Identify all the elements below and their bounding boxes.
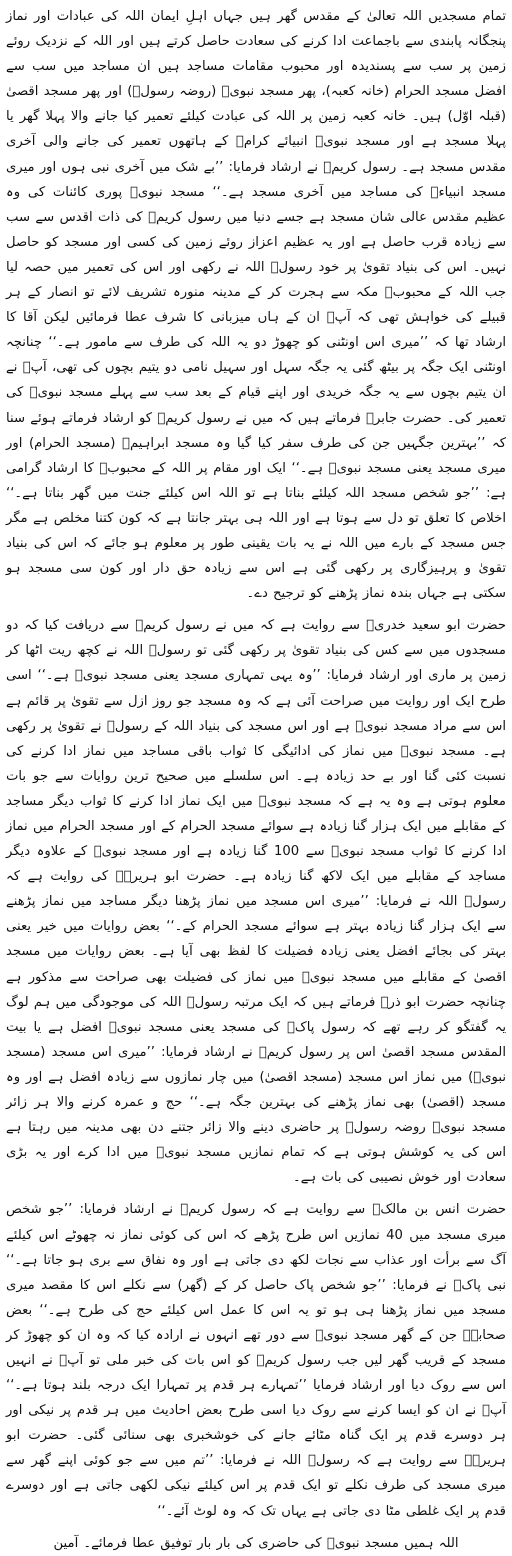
closing-supplication: اللہ ہمیں مسجد نبویؐ کی حاضری کی بار بار توفیق عطا فرمائے۔ آمین bbox=[53, 1535, 459, 1551]
paragraph-1-masjid-nabawi-virtues: تمام مسجدیں اللہ تعالیٰ کے مقدس گھر ہیں جہاں اہلِ ایمان اللہ کی عبادات اور نماز پنجگانہ پابندی سے باجماعت ادا کرنے کی سعادت حاصل کرتے ہیں اور اللہ کے نزدیک روئے زمین پر سب سے پسندیدہ اور محبوب مقامات مساجد ہیں ان مساجد میں سب سے افضل مسجد الحرام (خانہ کعبہ)، پھر مسجد نبویؐ (روضہ رسولؐ) اور پھر مسجد اقصیٰ (قبلہ اوّل) ہیں۔ خانہ کعبہ زمین پر اللہ کی عبادت کیلئے تعمیر کیا جانے والا پہلا گھر یا پہلا مسجد ہے اور مسجد نبویؐ انبیائے کرامؑ کے ہاتھوں تعمیر کی جانے والی آخری مقدس مسجد ہے۔ رسول کریمؐ نے ارشاد فرمایا: ’’بے شک میں آخری نبی ہوں اور میری مسجد انبیاءؑ کی مساجد میں آخری مسجد ہے۔‘‘ مسجد نبویؐ پوری کائنات کی وہ عظیم مقدس عالی شان مسجد ہے جسے دنیا میں رسول کریمؐ کی ذات اقدس سے سب سے زیادہ قرب حاصل ہے اور یہ عظیم اعزاز روئے زمین کی کسی اور مسجد کو حاصل نہیں۔ اس کی بنیاد تقویٰ پر خود رسولؐ اللہ نے رکھی اور اس کی تعمیر میں حصہ لیا جب اللہ کے محبوبؐ مکہ سے ہجرت کر کے مدینہ منورہ تشریف لائے تو انصار کے ہر قبیلے کی خواہش تھی کہ آپؐ ان کے ہاں میزبانی کا شرف عطا فرمائیں لیکن آقا کا ارشاد تھا کہ ’’میری اس اونٹنی کو چھوڑ دو یہ اللہ کی طرف سے مامور ہے۔‘‘ چنانچہ اونٹنی ایک جگہ پر بیٹھ گئی یہ جگہ سہل اور سہیل نامی دو یتیم بچوں کی تھی، آپؐ نے ان یتیم بچوں سے یہ جگہ خریدی اور اپنے قیام کے بعد سب سے پہلے مسجد نبویؐ کی تعمیر کی۔ حضرت جابرؓ فرماتے ہیں کہ میں نے رسول کریمؐ کو ارشاد فرماتے ہوئے سنا کہ ’’بہترین جگہیں جن کی طرف سفر کیا گیا وہ مسجد ابراہیمؑ (مسجد الحرام) اور میری مسجد یعنی مسجد نبویؐ ہے۔‘‘ ایک اور مقام پر اللہ کے محبوبؐ کا ارشاد گرامی ہے: ’’جو شخص مسجد اللہ کیلئے بناتا ہے تو اللہ اس کیلئے جنت میں گھر بناتا ہے۔‘‘ اخلاص کا تعلق تو دل سے ہوتا ہے اور اللہ ہی بہتر جانتا ہے کہ کون کتنا مخلص ہے مگر جس مسجد کے بارے میں اللہ نے یہ بات یقینی طور پر معلوم ہو جائے کہ اس کی بنیاد تقویٰ و پرہیزگاری پر رکھی گئی ہے اس سے زیادہ حق دار اور کون سی مسجد ہو سکتی ہے جہاں بندہ نماز پڑھنے کو ترجیح دے۔ bbox=[5, 9, 506, 602]
paragraph-3-forty-prayers: حضرت انس بن مالکؓ سے روایت ہے کہ رسول کریمؐ نے ارشاد فرمایا: ’’جو شخص میری مسجد میں 40 نمازیں اس طرح پڑھے کہ اس کی کوئی نماز نہ چھوٹے اس کیلئے آگ سے برأت اور عذاب سے نجات لکھ دی جاتی ہے اور وہ نفاق سے بری ہو جاتا ہے۔‘‘ نبی پاکؐ نے فرمایا: ’’جو شخص پاک حاصل کر کے (گھر) سے نکلے اس کا مقصد میری مسجد میں نماز پڑھنا ہی ہو تو یہ اس کا عمل اس کیلئے حج کی طرح ہے۔‘‘ بعض صحابہؓ جن کے گھر مسجد نبویؐ سے دور تھے انہوں نے ارادہ کیا کہ وہ ان کو چھوڑ کر مسجد کے قریب گھر لیں جب رسول کریمؐ کو اس بات کی خبر ملی تو آپؐ نے انہیں اس سے روک دیا اور ارشاد فرمایا ’’تمہارے ہر قدم پر تمہارا ایک درجہ بلند ہوتا ہے۔‘‘ آپؐ نے ان کو ایسا کرنے سے روک دیا اسی طرح بعض احادیث میں ہر قدم پر نیکی اور ہر دوسرے قدم پر ایک گناہ مٹائے جانے کی خوشخبری بھی سنائی گئی۔ حضرت ابو ہریرہؓ سے روایت ہے کہ رسولؐ اللہ نے فرمایا: ’’تم میں سے جو کوئی اپنے گھر سے میری مسجد کی طرف نکلے تو ایک قدم پر اس کیلئے نیکی لکھی جاتی ہے اور دوسرے قدم پر ایک غلطی مٹا دی جاتی ہے یہاں تک کہ وہ لوٹ آئے۔‘‘ bbox=[6, 1202, 507, 1519]
article-page bbox=[5, 4, 507, 1551]
paragraph-2-prayer-reward: حضرت ابو سعید خدریؓ سے روایت ہے کہ میں نے رسول کریمؐ سے دریافت کیا کہ دو مسجدوں میں سے کس کی بنیاد تقویٰ پر رکھی گئی تو رسولؐ اللہ نے کچھ ریت اٹھا کر زمین پر ماری اور ارشاد فرمایا: ’’وہ یہی تمہاری مسجد یعنی مسجد نبویؐ ہے۔‘‘ اسی طرح ایک اور روایت میں صراحت آئی ہے کہ وہ مسجد جو روز ازل سے تقویٰ پر قائم ہے اس سے مراد مسجد نبویؐ ہے اور اس مسجد کی بنیاد اللہ کے رسولؐ نے تقویٰ پر رکھی ہے۔ مسجد نبویؐ میں نماز کی ادائیگی کا ثواب باقی مساجد میں نماز ادا کرنے کی نسبت کئی گنا اور بے حد زیادہ ہے۔ اس سلسلے میں صحیح ترین روایات سے جو بات معلوم ہوتی ہے وہ یہ ہے کہ مسجد نبویؐ میں ایک نماز ادا کرنے کا ثواب دیگر مساجد کے مقابلے میں ایک ہزار گنا زیادہ ہے سوائے مسجد الحرام کے اور مسجد الحرام میں نماز ادا کرنے کا ثواب مسجد نبویؐ سے 100 گنا زیادہ ہے اور مسجد نبویؐ کے علاوہ دیگر مساجد کے مقابلے میں ایک لاکھ گنا زیادہ ہے۔ حضرت ابو ہریرہؓ کی روایت ہے کہ رسولؐ اللہ نے فرمایا: ’’میری اس مسجد میں نماز پڑھنا دیگر مساجد میں نماز پڑھنے سے ایک ہزار گنا زیادہ بہتر ہے سوائے مسجد الحرام کے۔‘‘ بعض روایات میں خیر یعنی بہتر کی بجائے افضل یعنی زیادہ فضیلت کا لفظ بھی آیا ہے۔ بعض روایات میں مسجد اقصیٰ کے مقابلے میں مسجد نبویؐ میں نماز کی فضیلت بھی صراحت سے مذکور ہے چنانچہ حضرت ابو ذرؓ فرماتے ہیں کہ ایک مرتبہ رسولؐ اللہ کی موجودگی میں ہم لوگ یہ گفتگو کر رہے تھے کہ رسول پاکؐ کی مسجد یعنی مسجد نبویؐ افضل ہے یا بیت المقدس مسجد اقصیٰ اس پر رسول کریمؐ نے ارشاد فرمایا: ’’میری اس مسجد (مسجد نبویؐ) میں نماز اس مسجد (مسجد اقصیٰ) میں چار نمازوں سے زیادہ افضل ہے اور وہ مسجد (اقصیٰ) بھی نماز پڑھنے کی بہترین جگہ ہے۔‘‘ حج و عمرہ کرنے والا ہر زائر مسجد نبویؐ روضہ رسولؐ پر حاضری دینے والا زائر جتنے دن بھی مدینہ میں رہتا ہے اس کی یہ کوشش ہوتی ہے کہ تمام نمازیں مسجد نبویؐ میں ادا کرے اور یہ بڑی سعادت اور خوش نصیبی کی بات ہے۔ bbox=[6, 618, 506, 1186]
